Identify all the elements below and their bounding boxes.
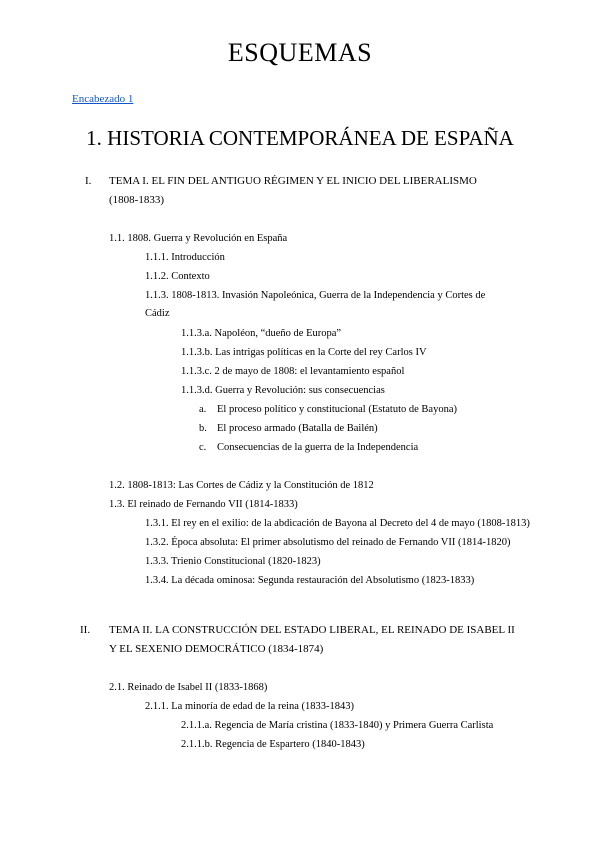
outline-item-d-a: El proceso político y constitucional (Estatuto de Bayona) bbox=[217, 404, 457, 415]
outline-item-1-3: 1.3. El reinado de Fernando VII (1814-1833) bbox=[109, 499, 298, 510]
outline-item-1-1-1: 1.1.1. Introducción bbox=[145, 252, 225, 263]
outline-item-1-1-3-b: 1.1.3.b. Las intrigas políticas en la Corte del rey Carlos IV bbox=[181, 347, 427, 358]
tema-1-numeral: I. bbox=[85, 175, 92, 187]
outline-item-1-3-1: 1.3.1. El rey en el exilio: de la abdicación de Bayona al Decreto del 4 de mayo (1808-1813) bbox=[145, 518, 530, 529]
document-title: ESQUEMAS bbox=[227, 38, 373, 67]
tema-2-numeral: II. bbox=[80, 624, 91, 636]
outline-item-1-1-3-line2: Cádiz bbox=[145, 308, 170, 319]
outline-item-2-1-1-b: 2.1.1.b. Regencia de Espartero (1840-1843) bbox=[181, 739, 365, 750]
outline-item-1-1-3-line1: 1.1.3. 1808-1813. Invasión Napoleónica, Guerra de la Independencia y Cortes de bbox=[145, 290, 486, 301]
outline-item-1-1-2: 1.1.2. Contexto bbox=[145, 271, 210, 282]
section-title: 1. HISTORIA CONTEMPORÁNEA DE ESPAÑA bbox=[86, 126, 514, 150]
outline-item-1-1-3-d: 1.1.3.d. Guerra y Revolución: sus consecuencias bbox=[181, 385, 385, 396]
outline-item-1-1-3-c: 1.1.3.c. 2 de mayo de 1808: el levantamiento español bbox=[181, 366, 405, 377]
outline-item-1-3-4: 1.3.4. La década ominosa: Segunda restauración del Absolutismo (1823-1833) bbox=[145, 575, 475, 586]
outline-item-d-c: Consecuencias de la guerra de la Independencia bbox=[217, 442, 419, 453]
tema-2-title-line1: TEMA II. LA CONSTRUCCIÓN DEL ESTADO LIBERAL, EL REINADO DE ISABEL II bbox=[109, 624, 515, 636]
tema-2-title-line2: Y EL SEXENIO DEMOCRÁTICO (1834-1874) bbox=[109, 643, 324, 655]
list-marker-c: c. bbox=[199, 442, 207, 453]
outline-item-1-3-2: 1.3.2. Época absoluta: El primer absolutismo del reinado de Fernando VII (1814-1820) bbox=[145, 537, 511, 548]
outline-item-2-1-1: 2.1.1. La minoría de edad de la reina (1833-1843) bbox=[145, 701, 355, 712]
outline-item-1-3-3: 1.3.3. Trienio Constitucional (1820-1823) bbox=[145, 556, 321, 567]
list-marker-a: a. bbox=[199, 404, 207, 415]
outline-item-1-2: 1.2. 1808-1813: Las Cortes de Cádiz y la Constitución de 1812 bbox=[109, 480, 374, 491]
tema-1-title-line1: TEMA I. EL FIN DEL ANTIGUO RÉGIMEN Y EL INICIO DEL LIBERALISMO bbox=[109, 175, 477, 187]
outline-item-1-1: 1.1. 1808. Guerra y Revolución en España bbox=[109, 233, 288, 244]
list-marker-b: b. bbox=[199, 423, 207, 434]
outline-item-d-b: El proceso armado (Batalla de Bailén) bbox=[217, 423, 378, 434]
outline-item-2-1-1-a: 2.1.1.a. Regencia de María cristina (1833-1840) y Primera Guerra Carlista bbox=[181, 720, 494, 731]
outline-item-2-1: 2.1. Reinado de Isabel II (1833-1868) bbox=[109, 682, 268, 693]
tema-1-title-line2: (1808-1833) bbox=[109, 194, 164, 206]
heading-1-link[interactable]: Encabezado 1 bbox=[72, 93, 134, 105]
outline-item-1-1-3-a: 1.1.3.a. Napoléon, “dueño de Europa” bbox=[181, 328, 342, 339]
